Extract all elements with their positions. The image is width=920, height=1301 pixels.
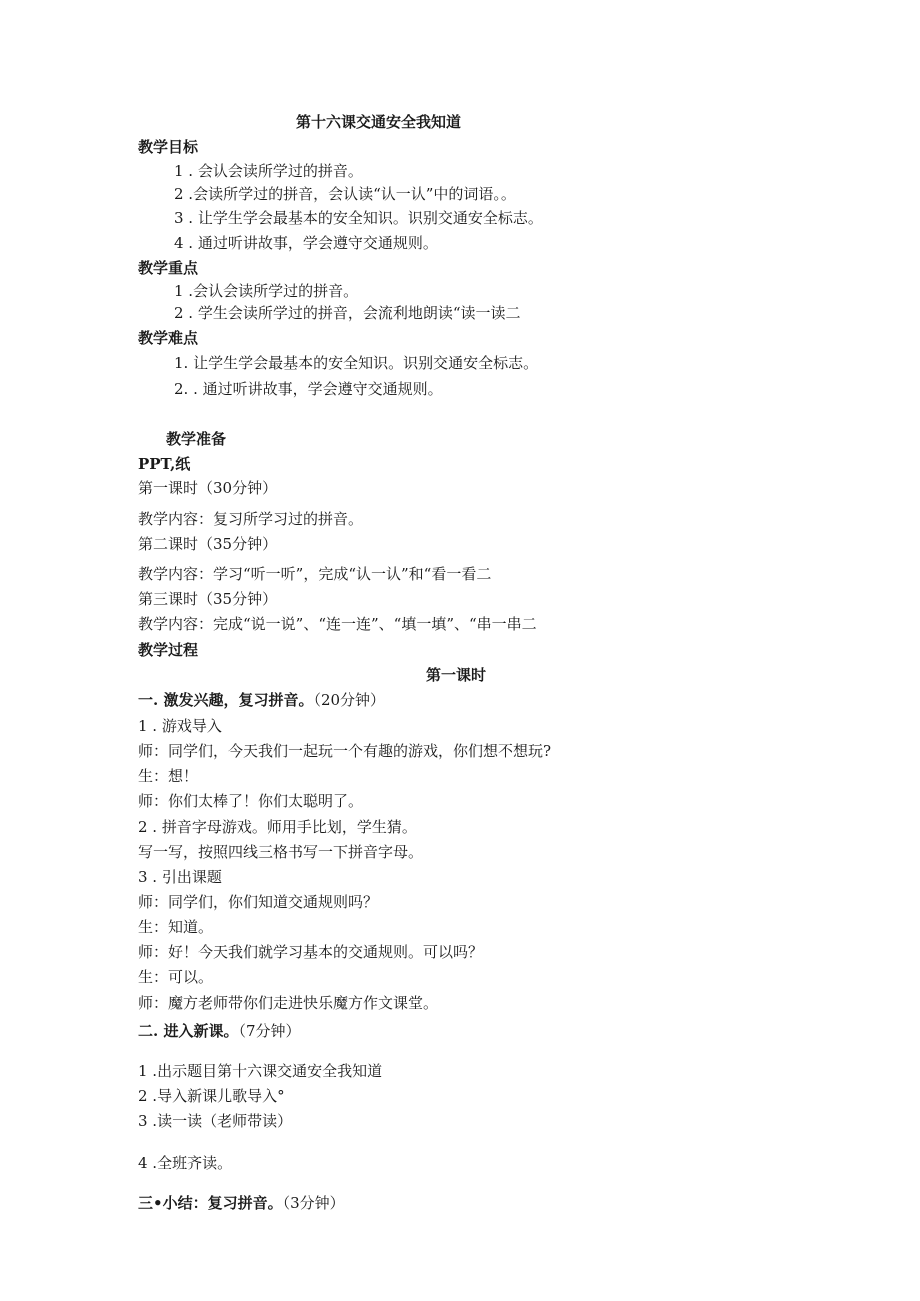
process-line: 师：好！今天我们就学习基本的交通规则。可以吗？ [138, 943, 484, 961]
objective-item: 4 . 通过听讲故事，学会遵守交通规则。 [174, 234, 438, 252]
key-point-item: 1 .会认会读所学过的拼音。 [174, 282, 359, 300]
difficulty-item: 2. . 通过听讲故事，学会遵守交通规则。 [174, 380, 443, 398]
preparation-materials: PPT,纸 [138, 455, 191, 473]
part1-heading-line [138, 690, 385, 710]
session-line: 教学内容：学习“听一听”，完成“认一认”和“看一看二 [138, 565, 492, 583]
part1-heading: 一. 激发兴趣，复习拼音。 [138, 691, 314, 709]
process-line: 生：可以。 [138, 968, 214, 986]
session-line: 第一课时（30分钟） [138, 479, 278, 497]
part2-line: 2 .导入新课儿歌导入° [138, 1087, 285, 1105]
process-line: 师：同学们，今天我们一起玩一个有趣的游戏，你们想不想玩? [138, 742, 552, 760]
session-line: 教学内容：完成“说一说”、“连一连”、“填一填”、“串一串二 [138, 615, 537, 633]
process-line: 生：知道。 [138, 918, 214, 936]
session-line: 第二课时（35分钟） [138, 535, 278, 553]
part2-line: 1 .出示题目第十六课交通安全我知道 [138, 1062, 383, 1080]
process-line: 师：魔方老师带你们走进快乐魔方作文课堂。 [138, 994, 439, 1012]
part2-time: （7分钟） [238, 1022, 301, 1040]
objectives-heading: 教学目标 [138, 138, 199, 156]
objective-item: 2 .会读所学过的拼音，会认读“认一认”中的词语。。 [174, 185, 516, 203]
preparation-heading: 教学准备 [166, 430, 227, 448]
page-title: 第十六课交通安全我知道 [296, 113, 462, 131]
objective-item: 3 . 让学生学会最基本的安全知识。识别交通安全标志。 [174, 209, 543, 227]
difficulties-heading: 教学难点 [138, 329, 199, 347]
session-line: 第三课时（35分钟） [138, 590, 278, 608]
part2-line: 4 .全班齐读。 [138, 1154, 233, 1172]
process-line: 1 . 游戏导入 [138, 717, 222, 735]
part2-heading: 二. 进入新课。 [138, 1022, 239, 1040]
process-line: 写一写，按照四线三格书写一下拼音字母。 [138, 843, 424, 861]
process-heading: 教学过程 [138, 641, 199, 659]
process-line: 师：同学们，你们知道交通规则吗？ [138, 893, 379, 911]
process-line: 师：你们太棒了！你们太聪明了。 [138, 792, 364, 810]
part3-time: （3分钟） [282, 1194, 345, 1212]
process-line: 生：想！ [138, 767, 199, 785]
session-line: 教学内容：复习所学习过的拼音。 [138, 510, 364, 528]
difficulty-item: 1. 让学生学会最基本的安全知识。识别交通安全标志。 [174, 354, 539, 372]
objective-item: 1 . 会认会读所学过的拼音。 [174, 162, 363, 180]
part3-heading: 三•小结：复习拼音。 [138, 1194, 283, 1212]
lesson-title: 第一课时 [426, 666, 487, 684]
part1-time: （20分钟） [313, 691, 386, 709]
part2-heading-line [138, 1021, 301, 1041]
part3-heading-line [138, 1193, 345, 1213]
process-line: 3 . 引出课题 [138, 868, 222, 886]
process-line: 2 . 拼音字母游戏。师用手比划，学生猜。 [138, 818, 417, 836]
key-points-heading: 教学重点 [138, 259, 199, 277]
key-point-item: 2 . 学生会读所学过的拼音，会流利地朗读“读一读二 [174, 304, 521, 322]
part2-line: 3 .读一读（老师带读） [138, 1112, 293, 1130]
